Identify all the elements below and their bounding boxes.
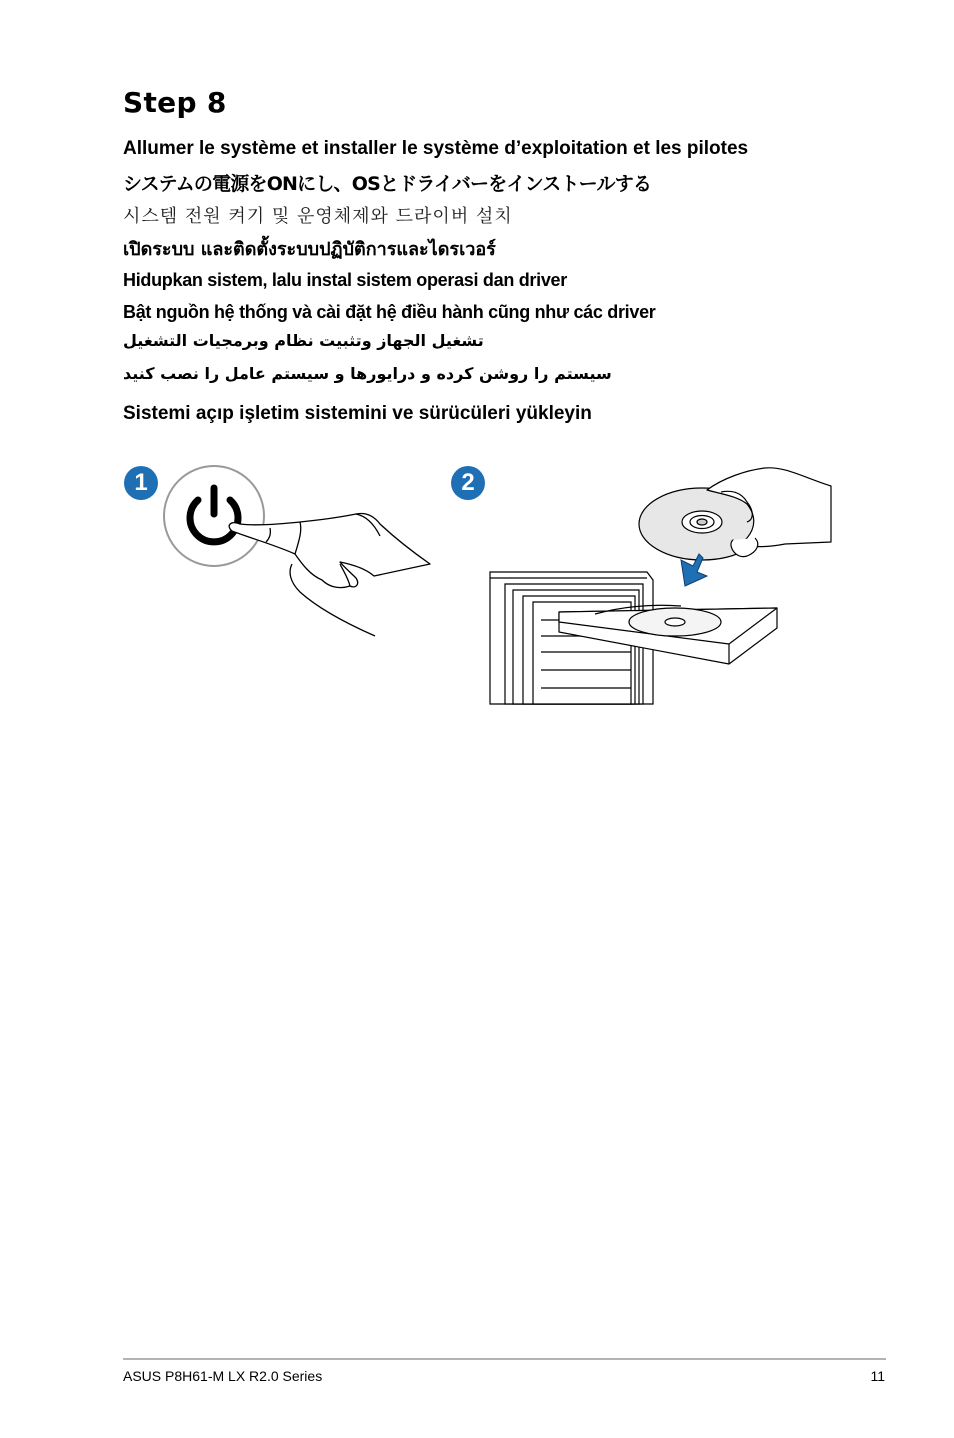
instruction-ar: تشغيل الجهاز وتثبيت نظام وبرمجيات التشغيل xyxy=(123,331,484,350)
power-button-press-icon xyxy=(160,460,435,655)
instruction-tr: Sistemi açıp işletim sistemini ve sürücüleri yükleyin xyxy=(123,403,592,424)
instruction-ko: 시스템 전원 켜기 및 운영체제와 드라이버 설치 xyxy=(123,206,513,227)
instruction-ja: システムの電源をONにし、OSとドライバーをインストールする xyxy=(123,173,652,195)
step-badge-1: 1 xyxy=(124,466,158,500)
page-number: 11 xyxy=(870,1368,885,1384)
instruction-vi: Bật nguồn hệ thống và cài đặt hệ điều hành cũng như các driver xyxy=(123,302,656,322)
instruction-th: เปิดระบบ และติดตั้งระบบปฏิบัติการและไดรเวอร์ xyxy=(123,239,496,260)
page-title: Step 8 xyxy=(123,86,227,119)
optical-disc-insert-icon xyxy=(485,460,835,710)
hand-icon xyxy=(229,513,430,636)
instruction-fa: سیستم را روشن کرده و درایورها و سیستم عامل را نصب کنید xyxy=(123,364,612,383)
instruction-id: Hidupkan sistem, lalu instal sistem operasi dan driver xyxy=(123,270,567,290)
footer-product-name: ASUS P8H61-M LX R2.0 Series xyxy=(123,1368,323,1384)
instruction-fr: Allumer le système et installer le système d’exploitation et les pilotes xyxy=(123,138,749,159)
step-badge-2: 2 xyxy=(451,466,485,500)
footer-rule xyxy=(123,1358,886,1360)
